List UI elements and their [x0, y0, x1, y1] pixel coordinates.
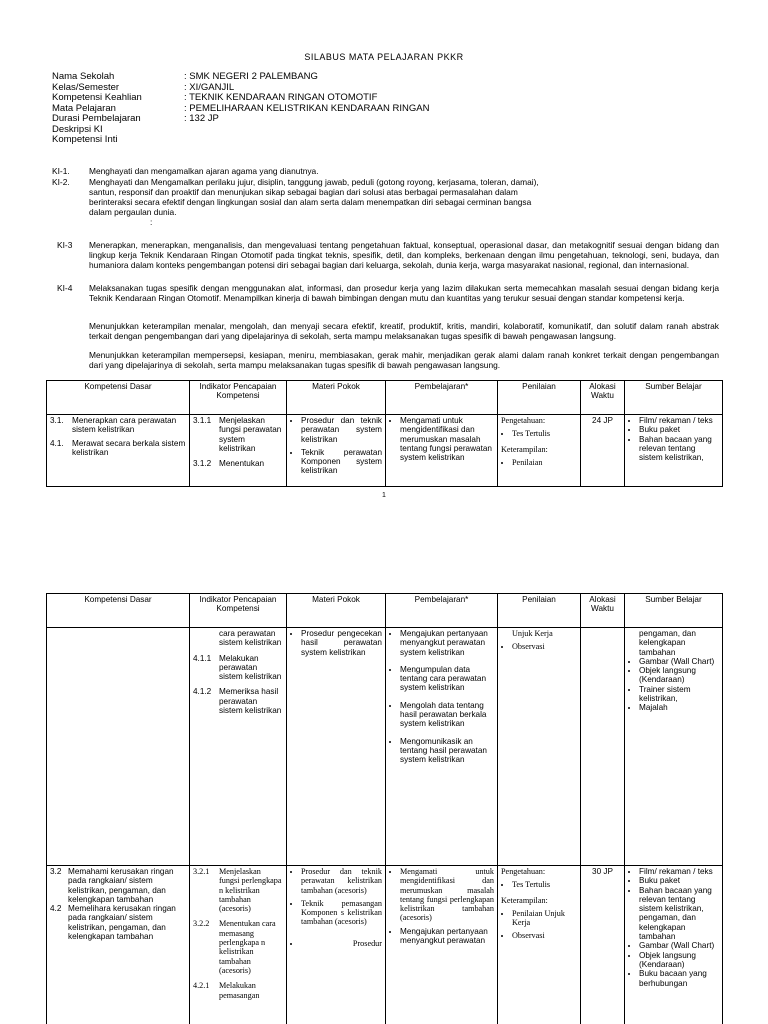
table-row	[47, 628, 723, 866]
ki3-code: KI-3	[57, 240, 73, 250]
info-row	[52, 72, 429, 83]
cell-kd	[47, 866, 190, 1024]
list-item: • Prosedur	[301, 939, 382, 948]
list-item: • Observasi	[512, 642, 577, 651]
indikator-text: Memeriksa hasil perawatan sistem kelistrikan	[219, 687, 282, 716]
list-item: • Mengamati untuk mengidentifikasi dan merumuskan masalah tentang fungsi perawatan system kelistrikan	[400, 416, 494, 462]
indikator-number: 3.2.1	[193, 867, 210, 876]
cell-pembelajaran	[386, 628, 498, 866]
list-item: • Mengolah data tentang hasil perawatan berkala system kelistrikan	[400, 701, 494, 729]
penilaian-label: Pengetahuan:	[501, 416, 546, 425]
list-item: • Penilaian Unjuk Kerja	[512, 909, 577, 928]
list-item: • Prosedur dan teknik perawatan system kelistrikan	[301, 416, 382, 444]
info-label: Deskripsi KI	[52, 123, 103, 135]
ki1-code: KI-1.	[52, 166, 70, 176]
info-value: : XI/GANJIL	[184, 81, 235, 93]
cell-penilaian	[498, 628, 581, 866]
list-item: • Objek langsung (Kendaraan)	[639, 951, 719, 970]
info-label: Kompetensi Keahlian	[52, 92, 142, 103]
ki-paragraph-2: Menunjukkan keterampilan mempersepsi, kesiapan, meniru, membiasakan, gerak mahir, menjadikan gerak alami dalam ranah konkret terkait dengan pengembangan dari yang dipelajarinya di sekolah, serta mampu melaksanakan tugas spesifik di bawah pengawasan langsung.	[89, 350, 719, 370]
list-item: • Majalah	[639, 703, 719, 712]
info-label: Kelas/Semester	[52, 81, 120, 93]
list-item: • Mengajukan pertanyaan menyangkut perawatan	[400, 927, 494, 946]
table-row	[47, 415, 723, 487]
cell-sumber	[625, 415, 723, 487]
header-pembelajaran: Pembelajaran*	[386, 381, 498, 415]
list-item: • Tes Tertulis	[512, 880, 577, 889]
indikator-text: Melakukan pemasangan	[219, 981, 260, 1000]
list-item: • Mengamati untuk mengidentifikasi dan merumuskan masalah tentang fungsi perlengkapan kelistrikan tambahan (acesoris)	[400, 867, 494, 923]
ki4-code: KI-4	[57, 283, 73, 293]
cell-indikator	[190, 866, 287, 1024]
cell-sumber	[625, 628, 723, 866]
list-item: • Film/ rekaman / teks	[639, 416, 719, 425]
page-2	[0, 505, 768, 1024]
indikator-number: 3.1.1	[193, 416, 212, 425]
ki2-line: santun, responsif dan proaktif dan menunjukan sikap sebagai bagian dari solusi atas berbagai permasalahan dalam	[89, 187, 518, 197]
cell-indikator	[190, 628, 287, 866]
header-pembelajaran: Pembelajaran*	[386, 594, 498, 628]
sumber-text: pengaman, dan kelengkapan tambahan	[639, 629, 696, 657]
info-label: Mata Pelajaran	[52, 102, 116, 114]
info-row	[52, 93, 429, 104]
kd-text: Memahami kerusakan ringan pada rangkaian/ sistem kelistrikan, pengaman, dan kelengkapan tambahan	[68, 867, 174, 904]
syllabus-table-page1	[46, 380, 723, 487]
table-row	[47, 866, 723, 1024]
list-item: • Buku paket	[639, 876, 719, 885]
indikator-number: 4.2.1	[193, 981, 210, 991]
list-item: • Tes Tertulis	[512, 429, 577, 438]
ki-colon: :	[150, 217, 153, 227]
info-value: : TEKNIK KENDARAAN RINGAN OTOMOTIF	[184, 92, 378, 103]
list-item: • Buku bacaan yang berhubungan	[639, 969, 719, 988]
kd-text: Memelihara kerusakan ringan pada rangkaian/ sistem kelistrikan, pengaman, dan kelengkapan tambahan	[68, 904, 176, 942]
list-item: • Observasi	[512, 931, 577, 940]
list-item: • Gambar (Wall Chart)	[639, 657, 719, 666]
list-item: • Prosedur dan teknik perawatan kelistrikan tambahan (acesoris)	[301, 867, 382, 895]
header-penilaian: Penilaian	[498, 381, 581, 415]
kd-number: 4.2	[50, 904, 62, 914]
list-item: • Mengajukan pertanyaan menyangkut perawatan system kelistrikan	[400, 629, 494, 657]
penilaian-label: Unjuk Kerja	[512, 629, 553, 638]
info-row	[52, 114, 429, 125]
ki2-code: KI-2.	[52, 177, 70, 187]
header-indikator: Indikator Pencapaian Kompetensi	[190, 594, 287, 628]
indikator-text: Menjelaskan fungsi perlengkapa n kelistrikan tambahan (acesoris)	[219, 867, 282, 914]
indikator-number: 4.1.1	[193, 653, 212, 663]
penilaian-label: Keterampilan:	[501, 444, 548, 454]
kd-text: Merawat secara berkala sistem kelistrikan	[72, 438, 186, 457]
ki-1-2	[52, 166, 732, 226]
indikator-text: Menjelaskan fungsi perawatan system kelistrikan	[219, 416, 282, 453]
ki4-text: Melaksanakan tugas spesifik dengan menggunakan alat, informasi, dan prosedur kerja yang lazim dilakukan serta memecahkan masalah sesuai dengan bidang kerja Teknik Kendaraan Ringan Otomotif. Menampilkan kinerja di bawah bimbingan dengan mutu dan kuantitas yang terukur sesuai dengan standar kompetensi kerja.	[89, 283, 719, 303]
page-number: 1	[382, 492, 386, 499]
header-kd: Kompetensi Dasar	[47, 594, 190, 628]
cell-materi	[287, 415, 386, 487]
list-item: • Objek langsung (Kendaraan)	[639, 666, 719, 685]
list-item: • Mengomunikasik an tentang hasil perawatan system kelistrikan	[400, 737, 494, 765]
list-item: • Mengumpulan data tentang cara perawatan system kelistrikan	[400, 665, 494, 693]
kd-number: 3.2	[50, 867, 62, 876]
info-row	[52, 135, 429, 146]
page-1	[0, 0, 768, 505]
indikator-text: cara perawatan sistem kelistrikan	[219, 629, 282, 648]
ki-paragraph-1: Menunjukkan keterampilan menalar, mengolah, dan menyaji secara efektif, kreatif, produktif, kritis, mandiri, kolaboratif, komunikatif, dan solutif dalam ranah abstrak terkait dengan pengembangan dari yang dipelajarinya di sekolah, serta mampu melaksanakan tugas spesifik di bawah pengawasan langsung.	[89, 321, 719, 341]
syllabus-table-page2	[46, 593, 723, 1024]
cell-materi	[287, 866, 386, 1024]
indikator-number: 3.2.2	[193, 919, 210, 929]
table-header-row	[47, 381, 723, 415]
list-item: • Penilaian	[512, 458, 577, 467]
ki1-text: Menghayati dan mengamalkan ajaran agama yang dianutnya.	[89, 166, 319, 176]
school-info	[52, 72, 429, 146]
ki2-line: berinteraksi secara efektif dengan lingkungan sosial dan alam serta dalam menempatkan diri sebagai cerminan bangsa	[89, 197, 532, 207]
indikator-text: Melakukan perawatan sistem kelistrikan	[219, 653, 282, 682]
list-item: • Buku paket	[639, 425, 719, 434]
cell-kd	[47, 628, 190, 866]
penilaian-label: Pengetahuan:	[501, 867, 546, 876]
header-materi: Materi Pokok	[287, 594, 386, 628]
info-label: Nama Sekolah	[52, 71, 115, 82]
kd-text: Menerapkan cara perawatan sistem kelistrikan	[72, 416, 177, 435]
info-value: : 132 JP	[184, 113, 219, 124]
ki2-line: Menghayati dan Mengamalkan perilaku jujur, disiplin, tanggung jawab, peduli (gotong royong, kerjasama, toleran, damai),	[89, 177, 539, 187]
header-alokasi: Alokasi Waktu	[581, 594, 625, 628]
kd-number: 3.1.	[50, 416, 64, 425]
cell-penilaian	[498, 415, 581, 487]
cell-pembelajaran	[386, 866, 498, 1024]
list-item: • Gambar (Wall Chart)	[639, 941, 719, 950]
list-item: • Teknik pemasangan Komponen s kelistrikan tambahan (acesoris)	[301, 899, 382, 927]
info-label: Durasi Pembelajaran	[52, 113, 141, 124]
header-materi: Materi Pokok	[287, 381, 386, 415]
info-label: Kompetensi Inti	[52, 134, 118, 145]
cell-penilaian	[498, 866, 581, 1024]
cell-alokasi: 30 JP	[581, 866, 625, 1024]
header-kd: Kompetensi Dasar	[47, 381, 190, 415]
list-item: • Prosedur pengecekan hasil perawatan system kelistrikan	[301, 629, 382, 657]
info-value: : PEMELIHARAAN KELISTRIKAN KENDARAAN RINGAN	[184, 102, 430, 114]
ki2-line: dalam pergaulan dunia.	[89, 207, 177, 217]
header-penilaian: Penilaian	[498, 594, 581, 628]
info-value: : SMK NEGERI 2 PALEMBANG	[184, 71, 318, 82]
list-item: • Bahan bacaan yang relevan tentang sistem kelistrikan, pengaman, dan kelengkapan tambahan	[639, 886, 719, 942]
table-header-row	[47, 594, 723, 628]
cell-kd	[47, 415, 190, 487]
penilaian-label: Keterampilan:	[501, 895, 548, 905]
cell-pembelajaran	[386, 415, 498, 487]
header-sumber: Sumber Belajar	[625, 594, 723, 628]
list-item: • Bahan bacaan yang relevan tentang sistem kelistrikan,	[639, 435, 719, 463]
kd-number: 4.1.	[50, 438, 64, 448]
indikator-number: 3.1.2	[193, 459, 212, 469]
list-item: • Film/ rekaman / teks	[639, 867, 719, 876]
list-item: • Teknik perawatan Komponen system kelistrikan	[301, 448, 382, 476]
ki3-text: Menerapkan, menerapkan, menganalisis, dan mengevaluasi tentang pengetahuan faktual, konseptual, operasional dasar, dan metakognitif sesuai dengan bidang dan lingkup kerja Teknik Kendaraan Ringan Otomotif pada tingkat teknis, spesifik, detil, dan kompleks, berkenaan dengan ilmu pengetahuan, teknologi, seni, budaya, dan humaniora dalam konteks pengembangan potensi diri sebagai bagian dari keluarga, sekolah, dunia kerja, warga masyarakat nasional, regional, dan internasional.	[89, 240, 719, 270]
cell-alokasi	[581, 628, 625, 866]
cell-sumber	[625, 866, 723, 1024]
header-indikator: Indikator Pencapaian Kompetensi	[190, 381, 287, 415]
cell-alokasi: 24 JP	[581, 415, 625, 487]
cell-indikator	[190, 415, 287, 487]
indikator-text: Menentukan cara memasang perlengkapa n kelistrikan tambahan (acesoris)	[219, 919, 276, 975]
indikator-text: Menentukan	[219, 459, 265, 469]
indikator-number: 4.1.2	[193, 687, 212, 697]
document-title: SILABUS MATA PELAJARAN PKKR	[304, 52, 464, 62]
header-sumber: Sumber Belajar	[625, 381, 723, 415]
header-alokasi: Alokasi Waktu	[581, 381, 625, 415]
list-item: • Trainer sistem kelistrikan,	[639, 685, 719, 704]
cell-materi	[287, 628, 386, 866]
